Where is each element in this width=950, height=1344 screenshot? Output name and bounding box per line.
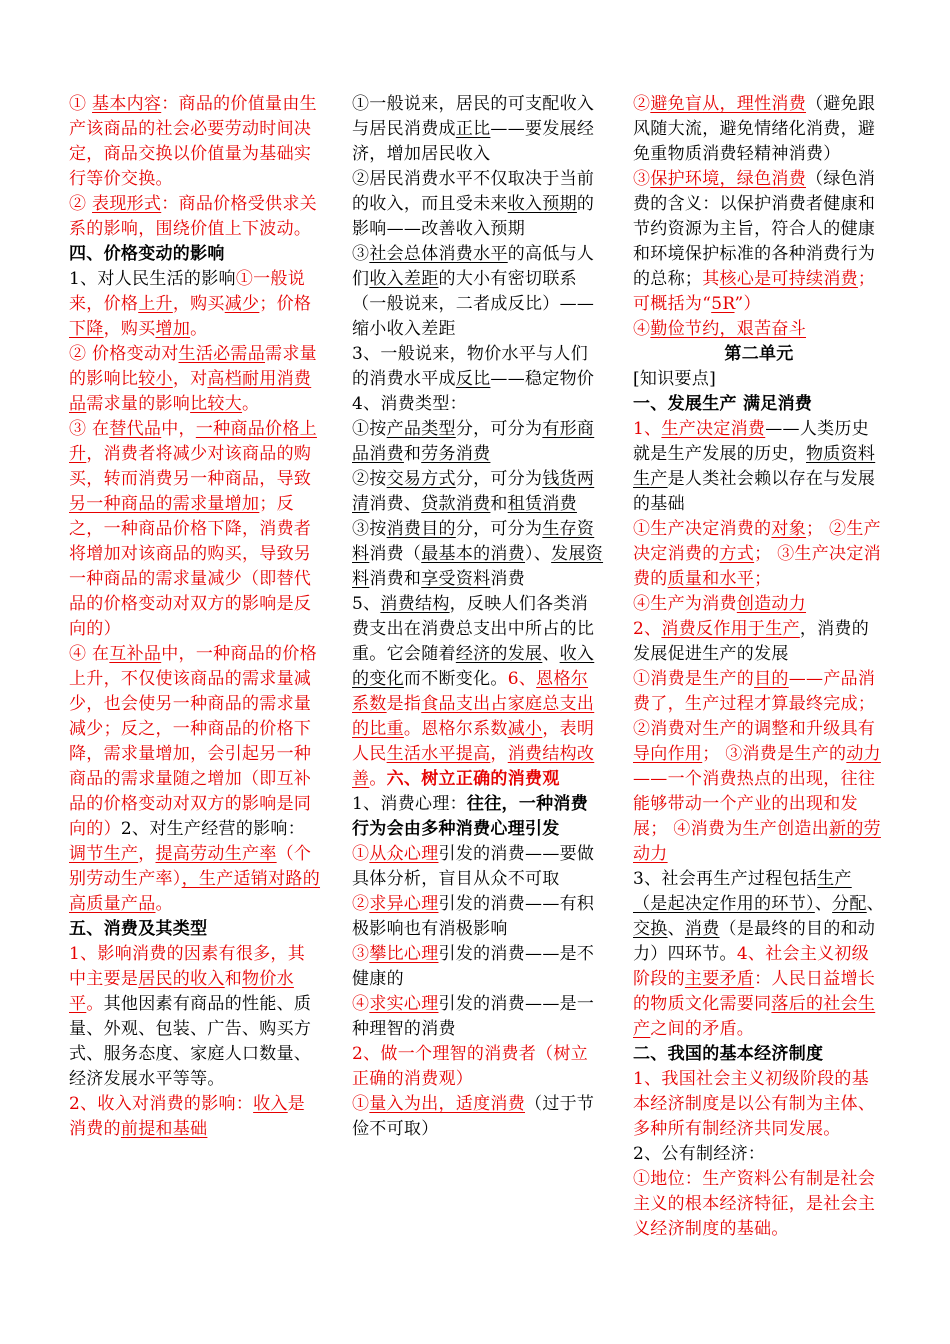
text-run: ：商品的价值量由生产该商品的社会必要劳动时间决定，商品交换以价值量为基础实行等价交换。 bbox=[69, 94, 317, 189]
text-run: 分配 bbox=[832, 894, 867, 914]
paragraph bbox=[633, 592, 885, 617]
text-run: ——产品消费了，生产过程才算最终完成； ②消费对生产的调整和升级具有 bbox=[633, 669, 876, 739]
text-run: 引发的消费——是不健康的 bbox=[352, 944, 595, 989]
text-run: 4、社会主义初级阶段的 bbox=[633, 944, 870, 989]
text-run: 引发的消费——有积极影响也有消极影响 bbox=[352, 894, 595, 939]
text-run: 享受资料 bbox=[421, 569, 491, 589]
text-run: 收入的变化 bbox=[352, 644, 595, 689]
text-run: ④ bbox=[352, 994, 370, 1014]
text-run: ：商品价格受供求关系的影响，围绕价值上下波动。 bbox=[69, 194, 317, 239]
text-run: [知识要点] bbox=[633, 369, 717, 389]
text-run: 收入预期 bbox=[507, 194, 577, 214]
text-run: ，对 bbox=[172, 369, 208, 389]
text-run: ——一个消费热点的出现，往往能够带动一个产业的出现和发展； ④消费为生产创造出 bbox=[633, 769, 876, 839]
text-run: 、 bbox=[667, 919, 685, 939]
text-run: 消费结构 bbox=[380, 594, 450, 614]
text-run: 中， bbox=[161, 419, 196, 439]
text-run: ③ bbox=[633, 169, 651, 189]
text-run: 1、影响消费的因素有很多，其中主要是 bbox=[69, 944, 306, 989]
text-run: 质量和水平 bbox=[667, 569, 755, 589]
text-run: 上升 bbox=[138, 294, 173, 314]
text-run: 方式 bbox=[719, 544, 755, 564]
text-run: 一种商品价格上升 bbox=[69, 419, 317, 464]
text-run: 。 bbox=[86, 994, 104, 1014]
paragraph bbox=[69, 1092, 321, 1142]
text-run: ——要发展经济，增加居民收入 bbox=[352, 119, 595, 164]
text-run: 避免盲从，理性消费 bbox=[650, 94, 807, 114]
text-run: 比较大 bbox=[190, 394, 243, 414]
text-run: ——人类历史就是生产发展的历史， bbox=[633, 419, 870, 464]
text-run: 物质资料生产 bbox=[633, 444, 876, 489]
paragraph bbox=[633, 617, 885, 667]
text-run: 1、 bbox=[633, 419, 662, 439]
text-run: 2、收入对消费的影响： bbox=[69, 1094, 254, 1114]
paragraph bbox=[352, 467, 604, 517]
text-run: ③ 在 bbox=[69, 419, 110, 439]
text-run: 一、发展生产 满足消费 bbox=[633, 394, 813, 414]
text-run: 和 bbox=[224, 969, 243, 989]
text-run: 消费和 bbox=[369, 569, 422, 589]
text-run: ① bbox=[352, 844, 370, 864]
text-run: ； ③消费是生产的 bbox=[702, 744, 847, 764]
text-run: 减少 bbox=[224, 294, 260, 314]
text-run: ， bbox=[138, 844, 156, 864]
text-run: ② bbox=[352, 894, 370, 914]
text-run: 。 bbox=[369, 769, 387, 789]
text-run: ② bbox=[633, 94, 651, 114]
paragraph bbox=[352, 342, 604, 392]
text-run: ；价格 bbox=[259, 294, 312, 314]
text-run: 提高劳动生产率 bbox=[155, 844, 277, 864]
text-run: ”） bbox=[734, 294, 761, 314]
text-run: 消费目的 bbox=[386, 519, 456, 539]
text-run: ①一般说来，居民的可支配收入与居民消费成 bbox=[352, 94, 595, 139]
text-run: 下降 bbox=[69, 319, 104, 339]
text-run: ； bbox=[754, 569, 772, 589]
text-run: 5、 bbox=[352, 594, 381, 614]
text-run: 往往，一种消费行为会由多种消费心理引发 bbox=[352, 794, 589, 839]
text-run: 消费结构改善 bbox=[352, 744, 595, 789]
text-run: （绿色消费的含义：以保护消费者健康和节约资源为主旨，符合人的健康和环境保护标准的各种消费行为的总称； bbox=[633, 169, 876, 289]
text-run: 产品类型 bbox=[386, 419, 456, 439]
text-run: （是最终的目的和动力）四环节。 bbox=[633, 919, 876, 964]
text-run: 6、 bbox=[507, 669, 537, 689]
text-run: 消费、 bbox=[369, 494, 422, 514]
text-run: 收入 bbox=[253, 1094, 288, 1114]
text-run: 是指 bbox=[386, 694, 422, 714]
text-run: ，表明人民 bbox=[352, 719, 595, 764]
text-run: 互补品 bbox=[109, 644, 162, 664]
text-run: 求实心理 bbox=[369, 994, 439, 1014]
paragraph bbox=[633, 367, 885, 392]
text-run: 。 bbox=[242, 394, 260, 414]
paragraph bbox=[69, 342, 321, 417]
text-run: 收入差距 bbox=[369, 269, 439, 289]
paragraph bbox=[352, 417, 604, 467]
text-run: 和 bbox=[490, 494, 508, 514]
paragraph bbox=[352, 842, 604, 892]
text-run: 其 bbox=[702, 269, 720, 289]
text-run: ② bbox=[69, 194, 93, 214]
text-run: 动力 bbox=[846, 744, 881, 764]
text-run: ， bbox=[490, 744, 508, 764]
paragraph bbox=[352, 517, 604, 592]
text-run: ① bbox=[352, 1094, 370, 1114]
text-run: 引发的消费——是一种理智的消费 bbox=[352, 994, 595, 1039]
paragraph bbox=[69, 267, 321, 342]
text-run: 攀比心理 bbox=[369, 944, 439, 964]
paragraph bbox=[633, 92, 885, 167]
text-run: 五、消费及其类型 bbox=[69, 919, 208, 939]
text-run: 发展资料 bbox=[352, 544, 604, 589]
text-run: ③ bbox=[352, 244, 370, 264]
text-run: 1、对人民生活的影响 bbox=[69, 269, 236, 289]
text-run: （避免跟风随大流，避免情绪化消费，避免重物质消费轻精神消费） bbox=[633, 94, 876, 164]
paragraph bbox=[633, 317, 885, 342]
text-run: ，反映人们各类消费支出在消费总支出中所占的比重。它会随着 bbox=[352, 594, 595, 664]
text-run: ③按 bbox=[352, 519, 387, 539]
text-run: ； ③生产决定消费的 bbox=[633, 544, 881, 589]
text-run: 从众心理 bbox=[369, 844, 439, 864]
text-run: ，消费的发展促进生产的发展 bbox=[633, 619, 870, 664]
paragraph bbox=[69, 917, 321, 942]
text-run: 是人类社会赖以存在与发展的基础 bbox=[633, 469, 876, 514]
text-run: 减小 bbox=[507, 719, 543, 739]
text-run: 。 bbox=[190, 319, 208, 339]
text-run: 最基本的消费 bbox=[421, 544, 526, 564]
text-run: 消费 bbox=[684, 919, 720, 939]
text-run: 前提和基础 bbox=[120, 1119, 208, 1139]
paragraph bbox=[69, 942, 321, 1092]
paragraph bbox=[352, 942, 604, 992]
paragraph bbox=[352, 167, 604, 242]
text-run: 消费（ bbox=[369, 544, 422, 564]
text-run: 导向作用 bbox=[633, 744, 703, 764]
paragraph bbox=[352, 92, 604, 167]
paragraph bbox=[633, 1042, 885, 1067]
text-run: ，生产适销对路的高质量产品 bbox=[69, 869, 321, 914]
text-run: ②按 bbox=[352, 469, 387, 489]
text-run: 生活必需品 bbox=[178, 344, 266, 364]
text-run: 。恩格尔系数 bbox=[403, 719, 508, 739]
text-run: 需求量的影响比 bbox=[69, 344, 317, 389]
text-run: 生产决定消费 bbox=[661, 419, 766, 439]
text-run: 量入为出，适度消费 bbox=[369, 1094, 526, 1114]
text-run: 消费 bbox=[490, 569, 526, 589]
text-run: 经济的发展 bbox=[455, 644, 543, 664]
text-run: 2、公有制经济： bbox=[633, 1144, 766, 1164]
paragraph bbox=[633, 342, 885, 367]
text-run: ②居民消费水平不仅取决于当前的收入，而且受未来 bbox=[352, 169, 595, 214]
column-2 bbox=[352, 92, 604, 1142]
paragraph bbox=[633, 1142, 885, 1167]
text-run: 而不断变化。 bbox=[403, 669, 508, 689]
text-run: 的影响——改善收入预期 bbox=[352, 194, 595, 239]
text-run: ，购买 bbox=[172, 294, 225, 314]
text-run: ② 价格变动对 bbox=[69, 344, 179, 364]
text-run: 创造动力 bbox=[736, 594, 807, 614]
text-run: ④ bbox=[633, 319, 651, 339]
text-run: 反比 bbox=[455, 369, 491, 389]
text-run: 分，可分为 bbox=[455, 419, 543, 439]
text-run: 生活水平提高 bbox=[386, 744, 491, 764]
paragraph bbox=[69, 192, 321, 242]
paragraph bbox=[352, 242, 604, 342]
text-run: ①消费是生产的 bbox=[633, 669, 755, 689]
paragraph bbox=[633, 667, 885, 867]
text-run: 恩格尔系数 bbox=[352, 669, 589, 714]
text-run: ，购买 bbox=[103, 319, 156, 339]
text-run: 2、对生产经营的影响： bbox=[120, 819, 306, 839]
text-run: 的高低与人们 bbox=[352, 244, 595, 289]
text-run: 是消费的 bbox=[69, 1094, 306, 1139]
text-run: 表现形式 bbox=[92, 194, 162, 214]
paragraph bbox=[69, 642, 321, 917]
text-run: 第二单元 bbox=[724, 344, 794, 364]
paragraph bbox=[633, 392, 885, 417]
text-run: ——稳定物价 bbox=[490, 369, 595, 389]
text-run: 物价水平 bbox=[69, 969, 294, 1014]
text-run: ① bbox=[69, 94, 93, 114]
text-run: 2、 bbox=[633, 619, 662, 639]
text-run: 调节生产 bbox=[69, 844, 139, 864]
text-run: ，消费者将减少对该商品的购买，转而消费另一种商品，导致 bbox=[69, 444, 312, 489]
text-run: 食品支出占家庭总支出的比重 bbox=[352, 694, 595, 739]
text-run: 1、消费心理： bbox=[352, 794, 467, 814]
text-run: ④生产为消费 bbox=[633, 594, 737, 614]
text-run: 、 bbox=[814, 894, 833, 914]
text-run: 求异心理 bbox=[369, 894, 439, 914]
text-run: 基本内容 bbox=[92, 94, 162, 114]
text-run: 4、消费类型： bbox=[352, 394, 467, 414]
text-run: （过于节俭不可取） bbox=[352, 1094, 595, 1139]
paragraph bbox=[633, 1167, 885, 1242]
text-run: ①按 bbox=[352, 419, 387, 439]
text-run: （个别劳动生产率） bbox=[69, 844, 312, 889]
text-run: 分，可分为 bbox=[455, 519, 543, 539]
text-run: 四、价格变动的影响 bbox=[69, 244, 225, 264]
text-run: 增加 bbox=[155, 319, 191, 339]
text-run: 3、一般说来，物价水平与人们的消费水平成 bbox=[352, 344, 589, 389]
paragraph bbox=[352, 992, 604, 1042]
text-run: ①地位：生产资料公有制是社会主义的根本经济特征，是社会主义经济制度的基础。 bbox=[633, 1169, 876, 1239]
text-run: ④ 在 bbox=[69, 644, 110, 664]
text-run: 1、我国社会主义初级阶段的基本经济制度是以公有制为主体、多种所有制经济共同发展。 bbox=[633, 1069, 876, 1139]
text-run: 生产（是起决定作用的环节） bbox=[633, 869, 852, 914]
paragraph bbox=[352, 892, 604, 942]
text-run: 较小 bbox=[138, 369, 173, 389]
text-run: 交易方式 bbox=[386, 469, 456, 489]
paragraph bbox=[69, 242, 321, 267]
paragraph bbox=[69, 92, 321, 192]
text-run: 引发的消费——要做具体分析，盲目从众不可取 bbox=[352, 844, 595, 889]
text-run: 3、社会再生产过程包括 bbox=[633, 869, 818, 889]
paragraph bbox=[633, 417, 885, 517]
text-run: 分，可分为 bbox=[455, 469, 543, 489]
text-run: 高档耐用消费品 bbox=[69, 369, 312, 414]
text-run: 保护环境，绿色消费 bbox=[650, 169, 807, 189]
column-3 bbox=[633, 92, 885, 1242]
text-run: 需求量的影响 bbox=[86, 394, 191, 414]
text-run: 新的劳动力 bbox=[633, 819, 881, 864]
text-run: 社会总体消费水平 bbox=[369, 244, 508, 264]
text-run: 、 bbox=[866, 894, 885, 914]
text-run: 居民的收入 bbox=[138, 969, 225, 989]
text-run: 钱货两清 bbox=[352, 469, 595, 514]
text-run: ）、 bbox=[525, 544, 552, 564]
text-run: 租赁消费 bbox=[507, 494, 577, 514]
text-run: 2、做一个理智的消费者（树立正确的消费观） bbox=[352, 1044, 589, 1089]
text-run: 有形商品消费 bbox=[352, 419, 595, 464]
text-run: 替代品 bbox=[109, 419, 162, 439]
paragraph bbox=[352, 592, 604, 792]
paragraph bbox=[69, 417, 321, 642]
text-run: ①一般说来，价格 bbox=[69, 269, 306, 314]
text-run: 之间的矛盾。 bbox=[650, 1019, 755, 1039]
text-run: 、 bbox=[542, 644, 560, 664]
paragraph bbox=[352, 1092, 604, 1142]
paragraph bbox=[633, 1067, 885, 1142]
text-run: 。 bbox=[155, 894, 173, 914]
text-run: 另一种商品的需求量增加 bbox=[69, 494, 260, 514]
text-run: 劳务消费 bbox=[421, 444, 491, 464]
text-run: 主要矛盾 bbox=[684, 969, 755, 989]
text-run: ③ bbox=[352, 944, 370, 964]
text-run: ；反之，一种商品价格下降，消费者将增加对该商品的购买，导致另一种商品的需求量减少（即替代品的价格变动对双方的影响是反向的） bbox=[69, 494, 312, 639]
text-run: 正比 bbox=[455, 119, 491, 139]
paragraph bbox=[633, 517, 885, 592]
text-run: ①生产决定消费的 bbox=[633, 519, 772, 539]
text-run: 的大小有密切联系（一般说来，二者成反比）——缩小收入差距 bbox=[352, 269, 595, 339]
text-run: 贷款消费 bbox=[421, 494, 491, 514]
text-run: ：人民日益增长的物质文化需要同 bbox=[633, 969, 876, 1014]
paragraph bbox=[352, 1042, 604, 1092]
text-run: 中，一种商品的价格上升，不仅使该商品的需求量减少，也会使另一种商品的需求量减少；反之，一种商品的价格下降，需求量增加，会引起另一种商品的需求量随之增加（即互补品的价格变动对双方的影响是同向的） bbox=[69, 644, 317, 839]
text-run: ；可概括为“ bbox=[633, 269, 876, 314]
paragraph bbox=[352, 392, 604, 417]
text-run: 核心是可持续消费 bbox=[719, 269, 858, 289]
text-run: 目的 bbox=[754, 669, 789, 689]
text-run: 其他因素有商品的性能、质量、外观、包装、广告、购买方式、服务态度、家庭人口数量、经济发展水平等等。 bbox=[69, 994, 312, 1089]
text-run: 交换 bbox=[633, 919, 668, 939]
paragraph bbox=[633, 167, 885, 317]
text-run: 对象 bbox=[771, 519, 807, 539]
column-1 bbox=[69, 92, 321, 1142]
text-run: 勤俭节约，艰苦奋斗 bbox=[650, 319, 807, 339]
paragraph bbox=[633, 867, 885, 1042]
text-run: 二、我国的基本经济制度 bbox=[633, 1044, 824, 1064]
text-run: 生存资料 bbox=[352, 519, 595, 564]
text-run: 消费反作用于生产 bbox=[661, 619, 800, 639]
text-run: 5R bbox=[711, 294, 735, 314]
text-run: 六、树立正确的消费观 bbox=[386, 769, 560, 789]
text-run: 和 bbox=[403, 444, 422, 464]
paragraph bbox=[352, 792, 604, 842]
text-run: 落后的社会生产 bbox=[633, 994, 876, 1039]
text-run: ； ②生产决定消费的 bbox=[633, 519, 881, 564]
